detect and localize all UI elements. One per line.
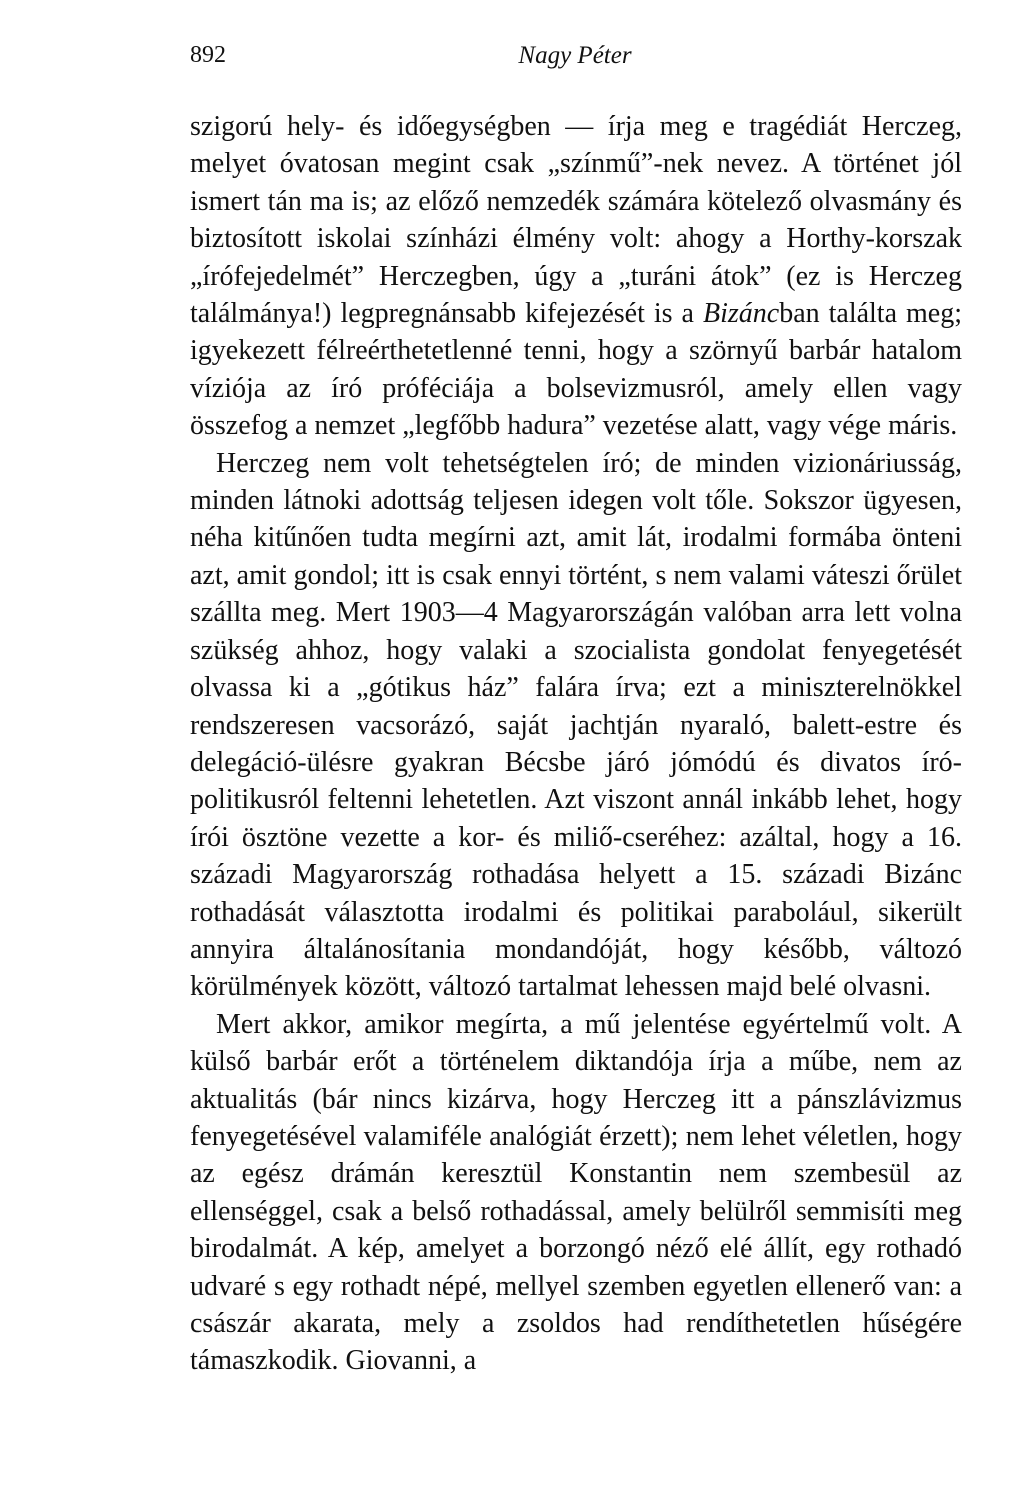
- page-number: 892: [190, 42, 226, 68]
- paragraph-1: [190, 108, 962, 445]
- paragraph-1-text-b: ban találta meg; igyekezett félreérthetetlenné tenni, hogy a szörnyű barbár hatalom víziója az író próféciája a bolsevizmusról, amely ellen vagy összefog a nemzet „legfőbb hadura” vezetése alatt, vagy vége máris.: [190, 298, 962, 442]
- paragraph-1-italic-title: Bizánc: [702, 298, 780, 330]
- paragraph-1-text-a: szigorú hely- és időegységben — írja meg e tragédiát Herczeg, melyet óvatosan megint csak „színmű”-nek nevez. A történet jól ismert tán ma is; az előző nemzedék számára kötelező olvasmány és biztosított iskolai színházi élmény volt: ahogy a Horthy-korszak „írófejedelmét” Herczegben, úgy a „turáni átok” (ez is Herczeg találmánya!) legpregnánsabb kifejezését is a: [190, 111, 962, 330]
- body-text: [190, 108, 962, 1380]
- paragraph-2: Herczeg nem volt tehetségtelen író; de minden vizionáriusság, minden látnoki adottság teljesen idegen volt tőle. Sokszor ügyesen, néha kitűnően tudta megírni azt, amit lát, irodalmi formába önteni azt, amit gondol; itt is csak ennyi történt, s nem valami váteszi őrület szállta meg. Mert 1903—4 Magyarországán valóban arra lett volna szükség ahhoz, hogy valaki a szocialista gondolat fenyegetését olvassa ki a „gótikus ház” falára írva; ezt a miniszterelnökkel rendszeresen vacsorázó, saját jachtján nyaraló, balett-estre és delegáció-ülésre gyakran Bécsbe járó jómódú és divatos író-politikusról feltenni lehetetlen. Azt viszont annál inkább lehet, hogy írói ösztöne vezette a kor- és miliő-cseréhez: azáltal, hogy a 16. századi Magyarország rothadása helyett a 15. századi Bizánc rothadását választotta irodalmi és politikai parabolául, sikerült annyira általánosítania mondandóját, hogy később, változó körülmények között, változó tartalmat lehessen majd belé olvasni.: [190, 447, 962, 1003]
- page-header: [190, 42, 960, 82]
- paragraph-3: Mert akkor, amikor megírta, a mű jelentése egyértelmű volt. A külső barbár erőt a történelem diktandója írja a műbe, nem az aktualitás (bár nincs kizárva, hogy Herczeg itt a pánszlávizmus fenyegetésével valamiféle analógiát érzett); nem lehet véletlen, hogy az egész drámán keresztül Konstantin nem szembesül az ellenséggel, csak a belső rothadással, amely belülről semmisíti meg birodalmát. A kép, amelyet a borzongó néző elé állít, egy rothadó udvaré s egy rothadt népé, mellyel szemben egyetlen ellenerő van: a császár akarata, mely a zsoldos had rendíthetetlen hűségére támaszkodik. Giovanni, a: [190, 1008, 962, 1377]
- running-head: Nagy Péter: [518, 42, 632, 69]
